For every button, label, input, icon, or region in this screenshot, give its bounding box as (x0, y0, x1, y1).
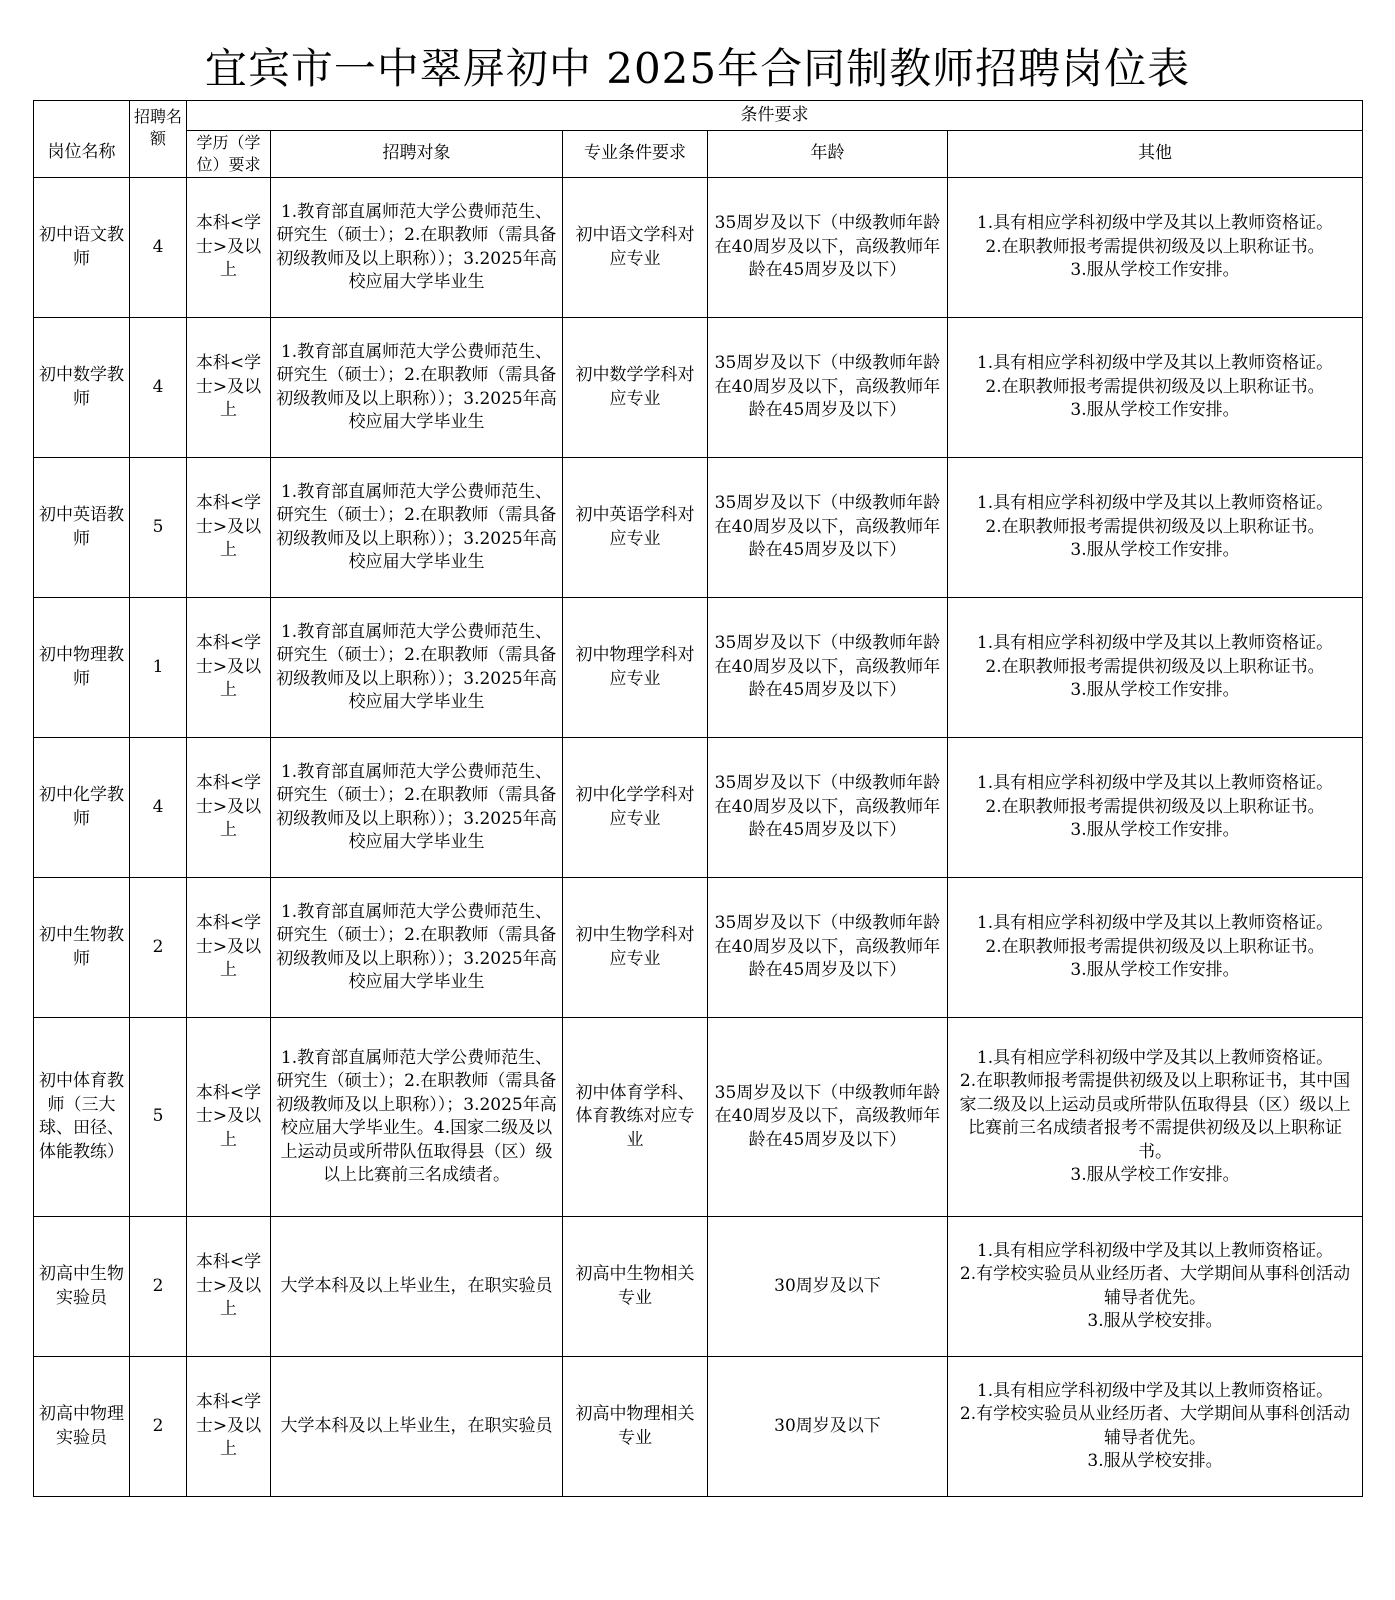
other-line: 3.服从学校安排。 (1087, 1311, 1223, 1331)
quota-cell: 4 (130, 178, 187, 318)
header-education: 学历（学位）要求 (187, 131, 271, 178)
major-cell: 初高中生物相关专业 (563, 1217, 708, 1357)
target-cell: 1.教育部直属师范大学公费师范生、研究生（硕士）；2.在职教师（需具备初级教师及以上职称））；3.2025年高校应届大学毕业生 (271, 318, 563, 458)
header-conditions: 条件要求 (187, 101, 1363, 131)
other-line: 3.服从学校安排。 (1087, 1451, 1223, 1471)
table-row (34, 878, 1363, 1018)
quota-cell: 5 (130, 458, 187, 598)
major-cell: 初中语文学科对应专业 (563, 178, 708, 318)
education-cell: 本科<学士>及以上 (187, 1217, 271, 1357)
major-cell: 初中体育学科、体育教练对应专业 (563, 1018, 708, 1217)
position-cell: 初中生物教师 (34, 878, 130, 1018)
other-line: 2.在职教师报考需提供初级及以上职称证书。 (985, 516, 1325, 537)
target-cell: 1.教育部直属师范大学公费师范生、研究生（硕士）；2.在职教师（需具备初级教师及以上职称））；3.2025年高校应届大学毕业生 (271, 878, 563, 1018)
other-cell (948, 878, 1363, 1018)
other-line: 1.具有相应学科初级中学及其以上教师资格证。 (976, 773, 1334, 794)
other-line: 3.服从学校工作安排。 (1070, 540, 1240, 561)
other-cell (948, 598, 1363, 738)
other-line: 3.服从学校工作安排。 (1070, 960, 1240, 981)
major-cell: 初中化学学科对应专业 (563, 738, 708, 878)
education-cell: 本科<学士>及以上 (187, 738, 271, 878)
other-line: 1.具有相应学科初级中学及其以上教师资格证。 (976, 353, 1334, 374)
other-line: 2.在职教师报考需提供初级及以上职称证书。 (985, 796, 1325, 817)
education-cell: 本科<学士>及以上 (187, 878, 271, 1018)
age-cell: 30周岁及以下 (708, 1217, 948, 1357)
position-cell: 初中化学教师 (34, 738, 130, 878)
header-target: 招聘对象 (271, 131, 563, 178)
other-line: 2.在职教师报考需提供初级及以上职称证书。 (985, 376, 1325, 397)
target-cell: 1.教育部直属师范大学公费师范生、研究生（硕士）；2.在职教师（需具备初级教师及以上职称））；3.2025年高校应届大学毕业生 (271, 738, 563, 878)
other-cell (948, 458, 1363, 598)
table-row (34, 1018, 1363, 1217)
other-line: 3.服从学校工作安排。 (1070, 820, 1240, 841)
other-line: 1.具有相应学科初级中学及其以上教师资格证。 (976, 493, 1334, 514)
other-line: 3.服从学校工作安排。 (1070, 260, 1240, 281)
education-cell: 本科<学士>及以上 (187, 598, 271, 738)
other-line: 3.服从学校工作安排。 (1070, 680, 1240, 701)
age-cell: 35周岁及以下（中级教师年龄在40周岁及以下，高级教师年龄在45周岁及以下） (708, 738, 948, 878)
header-quota: 招聘名额 (130, 101, 187, 178)
position-cell: 初中英语教师 (34, 458, 130, 598)
other-line: 3.服从学校工作安排。 (1070, 1165, 1240, 1185)
header-age: 年龄 (708, 131, 948, 178)
age-cell: 35周岁及以下（中级教师年龄在40周岁及以下，高级教师年龄在45周岁及以下） (708, 318, 948, 458)
table-row (34, 318, 1363, 458)
header-row-top (34, 101, 1363, 131)
recruitment-table (33, 100, 1363, 1497)
table-row (34, 458, 1363, 598)
major-cell: 初中英语学科对应专业 (563, 458, 708, 598)
other-cell (948, 318, 1363, 458)
quota-cell: 4 (130, 738, 187, 878)
table-row (34, 1357, 1363, 1497)
other-line: 2.在职教师报考需提供初级及以上职称证书。 (985, 236, 1325, 257)
major-cell: 初高中物理相关专业 (563, 1357, 708, 1497)
other-line: 2.在职教师报考需提供初级及以上职称证书。 (985, 936, 1325, 957)
education-cell: 本科<学士>及以上 (187, 318, 271, 458)
other-line: 1.具有相应学科初级中学及其以上教师资格证。 (976, 1240, 1334, 1261)
other-cell (948, 1018, 1363, 1217)
other-line: 1.具有相应学科初级中学及其以上教师资格证。 (976, 1380, 1334, 1401)
other-cell (948, 178, 1363, 318)
other-cell (948, 1357, 1363, 1497)
target-cell: 1.教育部直属师范大学公费师范生、研究生（硕士）；2.在职教师（需具备初级教师及以上职称））；3.2025年高校应届大学毕业生 (271, 178, 563, 318)
age-cell: 35周岁及以下（中级教师年龄在40周岁及以下，高级教师年龄在45周岁及以下） (708, 878, 948, 1018)
quota-cell: 4 (130, 318, 187, 458)
position-cell: 初中体育教师（三大球、田径、体能教练） (34, 1018, 130, 1217)
major-cell: 初中物理学科对应专业 (563, 598, 708, 738)
age-cell: 35周岁及以下（中级教师年龄在40周岁及以下，高级教师年龄在45周岁及以下） (708, 598, 948, 738)
quota-cell: 2 (130, 878, 187, 1018)
other-line: 1.具有相应学科初级中学及其以上教师资格证。 (976, 633, 1334, 654)
age-cell: 35周岁及以下（中级教师年龄在40周岁及以下，高级教师年龄在45周岁及以下） (708, 458, 948, 598)
header-other: 其他 (948, 131, 1363, 178)
target-cell: 1.教育部直属师范大学公费师范生、研究生（硕士）；2.在职教师（需具备初级教师及以上职称））；3.2025年高校应届大学毕业生 (271, 598, 563, 738)
age-cell: 35周岁及以下（中级教师年龄在40周岁及以下，高级教师年龄在45周岁及以下） (708, 1018, 948, 1217)
table-row (34, 598, 1363, 738)
other-cell (948, 1217, 1363, 1357)
age-cell: 30周岁及以下 (708, 1357, 948, 1497)
table-row (34, 1217, 1363, 1357)
table-row (34, 178, 1363, 318)
page-title: 宜宾市一中翠屏初中 2025年合同制教师招聘岗位表 (204, 44, 1191, 93)
quota-cell: 2 (130, 1217, 187, 1357)
other-line: 3.服从学校工作安排。 (1070, 400, 1240, 421)
position-cell: 初中语文教师 (34, 178, 130, 318)
target-cell: 大学本科及以上毕业生，在职实验员 (271, 1217, 563, 1357)
education-cell: 本科<学士>及以上 (187, 458, 271, 598)
position-cell: 初中物理教师 (34, 598, 130, 738)
other-line: 1.具有相应学科初级中学及其以上教师资格证。 (976, 213, 1334, 234)
quota-cell: 1 (130, 598, 187, 738)
other-line: 2.有学校实验员从业经历者、大学期间从事科创活动辅导者优先。 (959, 1264, 1351, 1308)
other-cell (948, 738, 1363, 878)
age-cell: 35周岁及以下（中级教师年龄在40周岁及以下，高级教师年龄在45周岁及以下） (708, 178, 948, 318)
position-cell: 初高中物理实验员 (34, 1357, 130, 1497)
target-cell: 1.教育部直属师范大学公费师范生、研究生（硕士）；2.在职教师（需具备初级教师及以上职称））；3.2025年高校应届大学毕业生 (271, 458, 563, 598)
header-major: 专业条件要求 (563, 131, 708, 178)
other-line: 2.有学校实验员从业经历者、大学期间从事科创活动辅导者优先。 (959, 1404, 1351, 1448)
major-cell: 初中数学学科对应专业 (563, 318, 708, 458)
target-cell: 大学本科及以上毕业生，在职实验员 (271, 1357, 563, 1497)
education-cell: 本科<学士>及以上 (187, 178, 271, 318)
quota-cell: 5 (130, 1018, 187, 1217)
other-line: 2.在职教师报考需提供初级及以上职称证书。 (985, 656, 1325, 677)
table-row (34, 738, 1363, 878)
education-cell: 本科<学士>及以上 (187, 1018, 271, 1217)
major-cell: 初中生物学科对应专业 (563, 878, 708, 1018)
other-line: 1.具有相应学科初级中学及其以上教师资格证。 (976, 913, 1334, 934)
quota-cell: 2 (130, 1357, 187, 1497)
other-line: 2.在职教师报考需提供初级及以上职称证书，其中国家二级及以上运动员或所带队伍取得县（区）级以上比赛前三名成绩者报考不需提供初级及以上职称证书。 (959, 1071, 1351, 1162)
other-line: 1.具有相应学科初级中学及其以上教师资格证。 (976, 1047, 1334, 1068)
header-row-bottom (34, 131, 1363, 178)
header-position: 岗位名称 (34, 101, 130, 178)
target-cell: 1.教育部直属师范大学公费师范生、研究生（硕士）；2.在职教师（需具备初级教师及以上职称））；3.2025年高校应届大学毕业生。4.国家二级及以上运动员或所带队伍取得县（区）级以上比赛前三名成绩者。 (271, 1018, 563, 1217)
position-cell: 初中数学教师 (34, 318, 130, 458)
position-cell: 初高中生物实验员 (34, 1217, 130, 1357)
education-cell: 本科<学士>及以上 (187, 1357, 271, 1497)
